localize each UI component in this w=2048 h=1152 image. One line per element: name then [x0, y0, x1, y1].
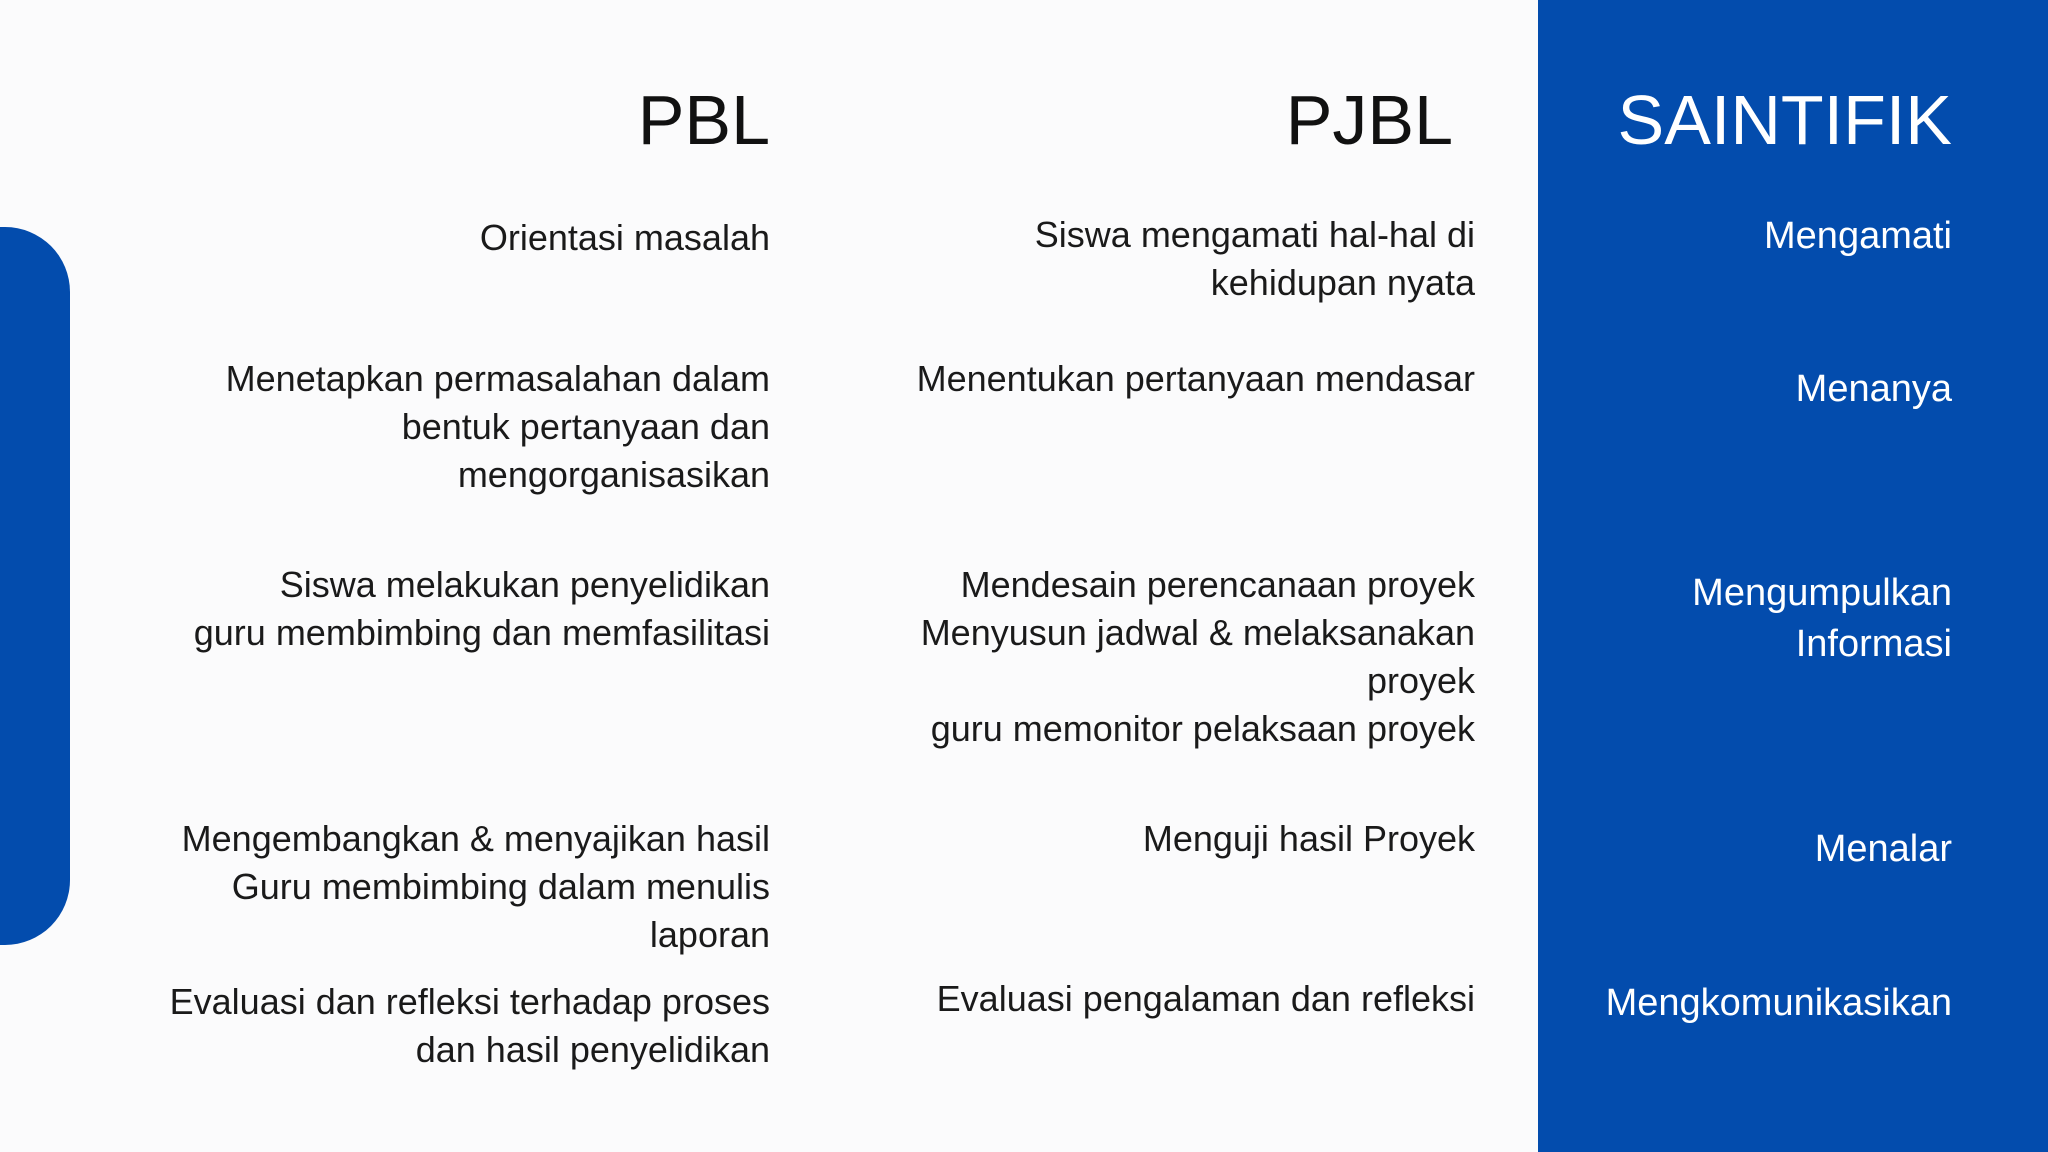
pjbl-step-2: Menentukan pertanyaan mendasar: [916, 358, 1475, 399]
pjbl-step-3: Mendesain perencanaan proyek Menyusun jadwal & melaksanakan proyek guru memonitor pelaksaan proyek: [920, 564, 1475, 749]
saintifik-step-2: Menanya: [1795, 368, 1952, 410]
saintifik-step-3: Mengumpulkan Informasi: [1692, 572, 1952, 665]
header-saintifik: SAINTIFIK: [1617, 81, 1952, 159]
pjbl-step-5: Evaluasi pengalaman dan refleksi: [936, 978, 1475, 1019]
left-accent-tab: [0, 227, 70, 945]
pjbl-step-4: Menguji hasil Proyek: [1142, 818, 1475, 859]
saintifik-step-1: Mengamati: [1764, 215, 1952, 257]
pbl-step-1: Orientasi masalah: [479, 217, 770, 258]
saintifik-step-4: Menalar: [1814, 828, 1952, 870]
pbl-step-2: Menetapkan permasalahan dalam bentuk pertanyaan dan mengorganisasikan: [225, 358, 770, 495]
header-pbl: PBL: [637, 81, 770, 159]
header-pjbl: PJBL: [1285, 81, 1453, 159]
saintifik-step-5: Mengkomunikasikan: [1605, 982, 1952, 1024]
pbl-step-5: Evaluasi dan refleksi terhadap proses dan hasil penyelidikan: [169, 981, 770, 1070]
pjbl-step-1: Siswa mengamati hal-hal di kehidupan nyata: [1034, 214, 1475, 303]
pbl-step-3: Siswa melakukan penyelidikan guru membimbing dan memfasilitasi: [193, 564, 770, 653]
pbl-step-4: Mengembangkan & menyajikan hasil Guru membimbing dalam menulis laporan: [181, 818, 770, 955]
